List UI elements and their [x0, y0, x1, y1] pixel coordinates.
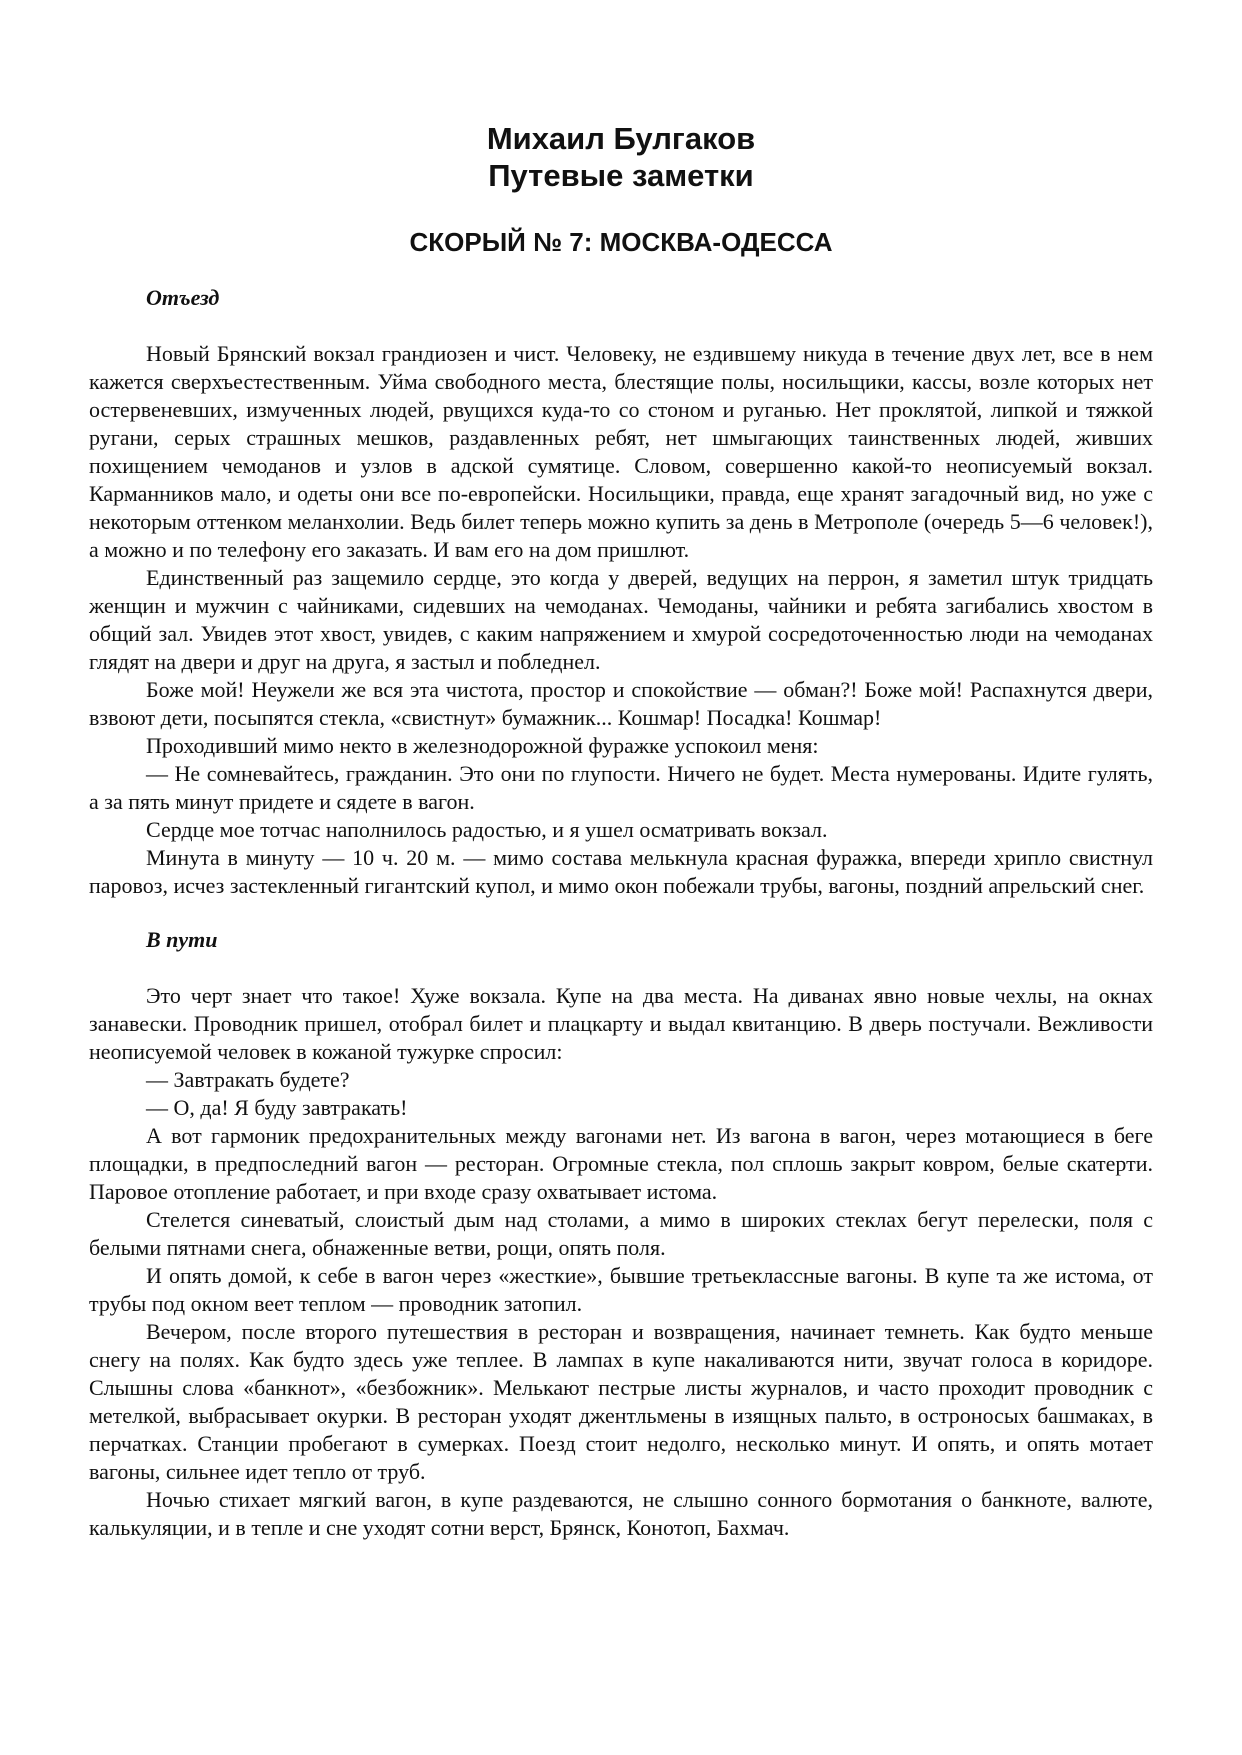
paragraph: — О, да! Я буду завтракать!	[146, 1095, 408, 1120]
section-departure-body	[89, 340, 1153, 900]
paragraph: — Завтракать будете?	[146, 1067, 350, 1092]
author-name: Михаил Булгаков	[486, 121, 756, 156]
paragraph: — Не сомневайтесь, гражданин. Это они по глупости. Ничего не будет. Места нумерованы. Идите гулять, а за пять минут придете и сядете в вагон.	[89, 761, 1153, 814]
paragraph: Это черт знает что такое! Хуже вокзала. Купе на два места. На диванах явно новые чехлы, на окнах занавески. Проводник пришел, отобрал билет и плацкарту и выдал квитанцию. В дверь постучали. Вежливости неописуемой человек в кожаной тужурке спросил:	[89, 983, 1153, 1064]
paragraph: Сердце мое тотчас наполнилось радостью, и я ушел осматривать вокзал.	[146, 817, 828, 842]
paragraph: Единственный раз защемило сердце, это когда у дверей, ведущих на перрон, я заметил штук тридцать женщин и мужчин с чайниками, сидевших на чемоданах. Чемоданы, чайники и ребята загибались хвостом в общий зал. Увидев этот хвост, увидев, с каким напряжением и хмурой сосредоточенностью люди на чемоданах глядят на двери и друг на друга, я застыл и побледнел.	[89, 565, 1153, 674]
paragraph: Вечером, после второго путешествия в ресторан и возвращения, начинает темнеть. Как будто меньше снегу на полях. Как будто здесь уже теплее. В лампах в купе накаливаются нити, звучат голоса в коридоре. Слышны слова «банкнот», «безбожник». Мелькают пестрые листы журналов, и часто проходит проводник с метелкой, выбрасывает окурки. В ресторан уходят джентльмены в изящных пальто, в остроносых башмаках, в перчатках. Станции пробегают в сумерках. Поезд стоит недолго, несколько минут. И опять, и опять мотает вагоны, сильнее идет тепло от труб.	[89, 1319, 1153, 1484]
paragraph: Проходивший мимо некто в железнодорожной фуражке успокоил меня:	[146, 733, 819, 758]
paragraph: Стелется синеватый, слоистый дым над столами, а мимо в широких стеклах бегут перелески, поля с белыми пятнами снега, обнаженные ветви, рощи, опять поля.	[89, 1207, 1153, 1260]
paragraph: А вот гармоник предохранительных между вагонами нет. Из вагона в вагон, через мотающиеся в беге площадки, в предпоследний вагон — ресторан. Огромные стекла, пол сплошь закрыт ковром, белые скатерти. Паровое отопление работает, и при входе сразу охватывает истома.	[89, 1123, 1153, 1204]
chapter-title: СКОРЫЙ № 7: МОСКВА-ОДЕССА	[409, 227, 833, 257]
paragraph: Ночью стихает мягкий вагон, в купе раздеваются, не слышно сонного бормотания о банкноте, валюте, калькуляции, и в тепле и сне уходят сотни верст, Брянск, Конотоп, Бахмач.	[89, 1487, 1153, 1540]
paragraph: И опять домой, к себе в вагон через «жесткие», бывшие третьеклассные вагоны. В купе та же истома, от трубы под окном веет теплом — проводник затопил.	[89, 1263, 1153, 1316]
section-title-departure: Отъезд	[146, 285, 220, 310]
book-title: Путевые заметки	[488, 158, 754, 193]
section-title-on-the-way: В пути	[146, 927, 218, 952]
paragraph: Минута в минуту — 10 ч. 20 м. — мимо состава мелькнула красная фуражка, впереди хрипло свистнул паровоз, исчез застекленный гигантский купол, и мимо окон побежали трубы, вагоны, поздний апрельский снег.	[89, 845, 1153, 898]
paragraph: Боже мой! Неужели же вся эта чистота, простор и спокойствие — обман?! Боже мой! Распахнутся двери, взвоют дети, посыпятся стекла, «свистнут» бумажник... Кошмар! Посадка! Кошмар!	[89, 677, 1153, 730]
document-page	[89, 120, 1153, 1542]
paragraph: Новый Брянский вокзал грандиозен и чист. Человеку, не ездившему никуда в течение двух лет, все в нем кажется сверхъестественным. Уйма свободного места, блестящие полы, носильщики, кассы, возле которых нет остервеневших, измученных людей, рвущихся куда-то со стоном и руганью. Нет проклятой, липкой и тяжкой ругани, серых страшных мешков, раздавленных ребят, нет шмыгающих таинственных людей, живших похищением чемоданов и узлов в адской сумятице. Словом, совершенно какой-то неописуемый вокзал. Карманников мало, и одеты они все по-европейски. Носильщики, правда, еще хранят загадочный вид, но уже с некоторым оттенком меланхолии. Ведь билет теперь можно купить за день в Метрополе (очередь 5—6 человек!), а можно и по телефону его заказать. И вам его на дом пришлют.	[89, 341, 1153, 562]
section-on-the-way-body	[89, 982, 1153, 1542]
